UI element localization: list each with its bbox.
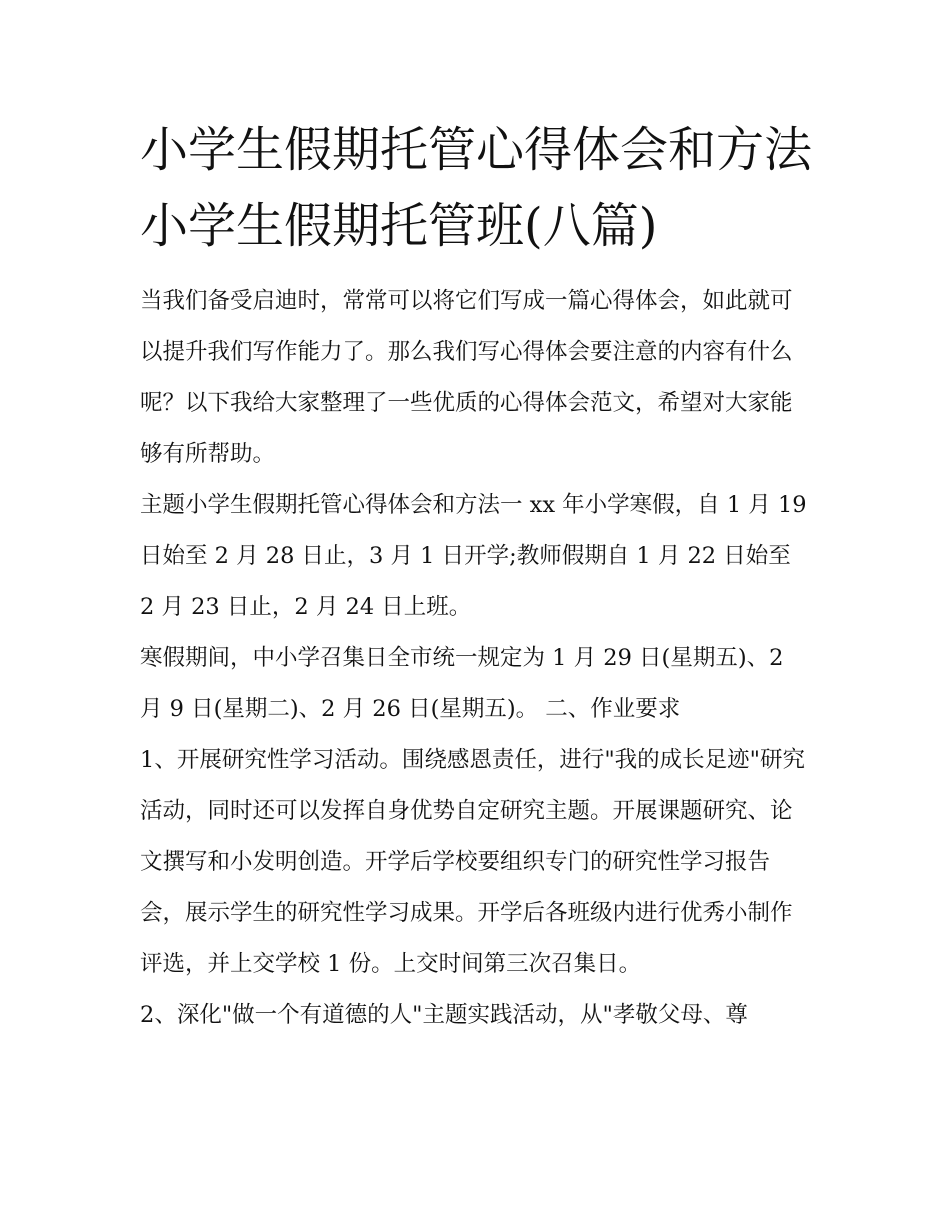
- document-body: [140, 112, 812, 1041]
- intro-paragraph: 当我们备受启迪时，常常可以将它们写成一篇心得体会，如此就可以提升我们写作能力了。那么我们写心得体会要注意的内容有什么呢？以下我给大家整理了一些优质的心得体会范文，希望对大家能够有所帮助。: [140, 288, 793, 467]
- paragraph-assembly-days: 寒假期间，中小学召集日全市统一规定为 1 月 29 日(星期五)、2 月 9 日(星期二)、2 月 26 日(星期五)。 二、作业要求: [140, 645, 784, 722]
- paragraph-schedule: 主题小学生假期托管心得体会和方法一 xx 年小学寒假，自 1 月 19 日始至 2 月 28 日止，3 月 1 日开学;教师假期自 1 月 22 日始至 2 月 23 日止，2 月 24 日上班。: [140, 492, 807, 620]
- paragraph-moral-activity: 2、深化"做一个有道德的人"主题实践活动，从"孝敬父母、尊: [140, 1002, 748, 1028]
- paragraph-research-activity: 1、开展研究性学习活动。围绕感恩责任，进行"我的成长足迹"研究活动，同时还可以发挥自身优势自定研究主题。开展课题研究、论文撰写和小发明创造。开学后学校要组织专门的研究性学习报告会，展示学生的研究性学习成果。开学后各班级内进行优秀小制作评选，并上交学校 1 份。上交时间第三次召集日。: [140, 747, 806, 977]
- document-title: 小学生假期托管心得体会和方法 小学生假期托管班(八篇): [140, 122, 813, 254]
